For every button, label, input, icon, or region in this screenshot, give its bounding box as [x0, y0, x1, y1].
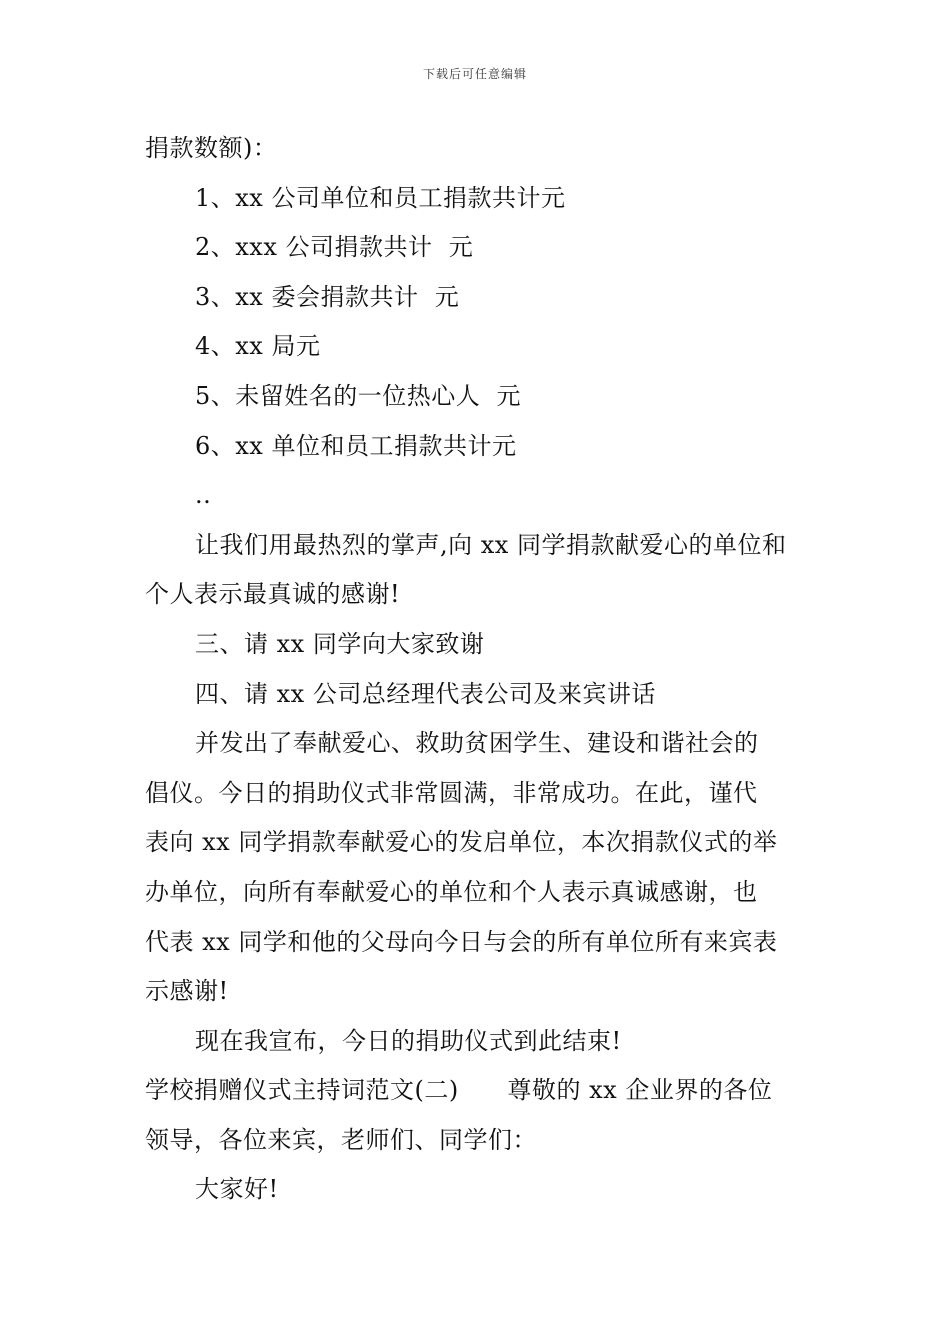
- paragraph-line: 让我们用最热烈的掌声,向 xx 同学捐款献爱心的单位和: [195, 530, 787, 559]
- paragraph-line: 表向 xx 同学捐款奉献爱心的发启单位，本次捐款仪式的举: [145, 828, 778, 857]
- paragraph-line: 领导，各位来宾，老师们、同学们：: [145, 1125, 537, 1154]
- paragraph-line: 并发出了奉献爱心、救助贫困学生、建设和谐社会的: [195, 729, 759, 758]
- document-body: [145, 124, 810, 1215]
- greeting-line: 大家好!: [195, 1175, 279, 1204]
- closing-statement: 现在我宣布，今日的捐助仪式到此结束!: [195, 1026, 622, 1055]
- donation-item-3: 3、xx 委会捐款共计 元: [195, 282, 460, 311]
- section-title-line: 学校捐赠仪式主持词范文(二) 尊敬的 xx 企业界的各位: [145, 1076, 773, 1105]
- section-heading-3: 三、请 xx 同学向大家致谢: [195, 629, 485, 658]
- page-header-note: 下载后可任意编辑: [422, 67, 527, 81]
- paragraph-line: 代表 xx 同学和他的父母向今日与会的所有单位所有来宾表: [145, 927, 778, 956]
- donation-item-2: 2、xxx 公司捐款共计 元: [195, 233, 474, 262]
- donation-item-6: 6、xx 单位和员工捐款共计元: [195, 431, 517, 460]
- paragraph-line: 办单位，向所有奉献爱心的单位和个人表示真诚感谢，也: [145, 877, 758, 906]
- donation-item-1: 1、xx 公司单位和员工捐款共计元: [195, 183, 566, 212]
- paragraph-line: 倡仪。今日的捐助仪式非常圆满，非常成功。在此，谨代: [145, 778, 758, 807]
- section-heading-4: 四、请 xx 公司总经理代表公司及来宾讲话: [195, 679, 656, 708]
- paragraph-line: 捐款数额)：: [145, 134, 278, 162]
- ellipsis-line: ..: [195, 481, 212, 510]
- paragraph-line: 示感谢!: [145, 977, 229, 1006]
- donation-item-4: 4、xx 局元: [195, 332, 321, 361]
- donation-item-5: 5、未留姓名的一位热心人 元: [195, 381, 522, 410]
- paragraph-line: 个人表示最真诚的感谢!: [145, 580, 401, 609]
